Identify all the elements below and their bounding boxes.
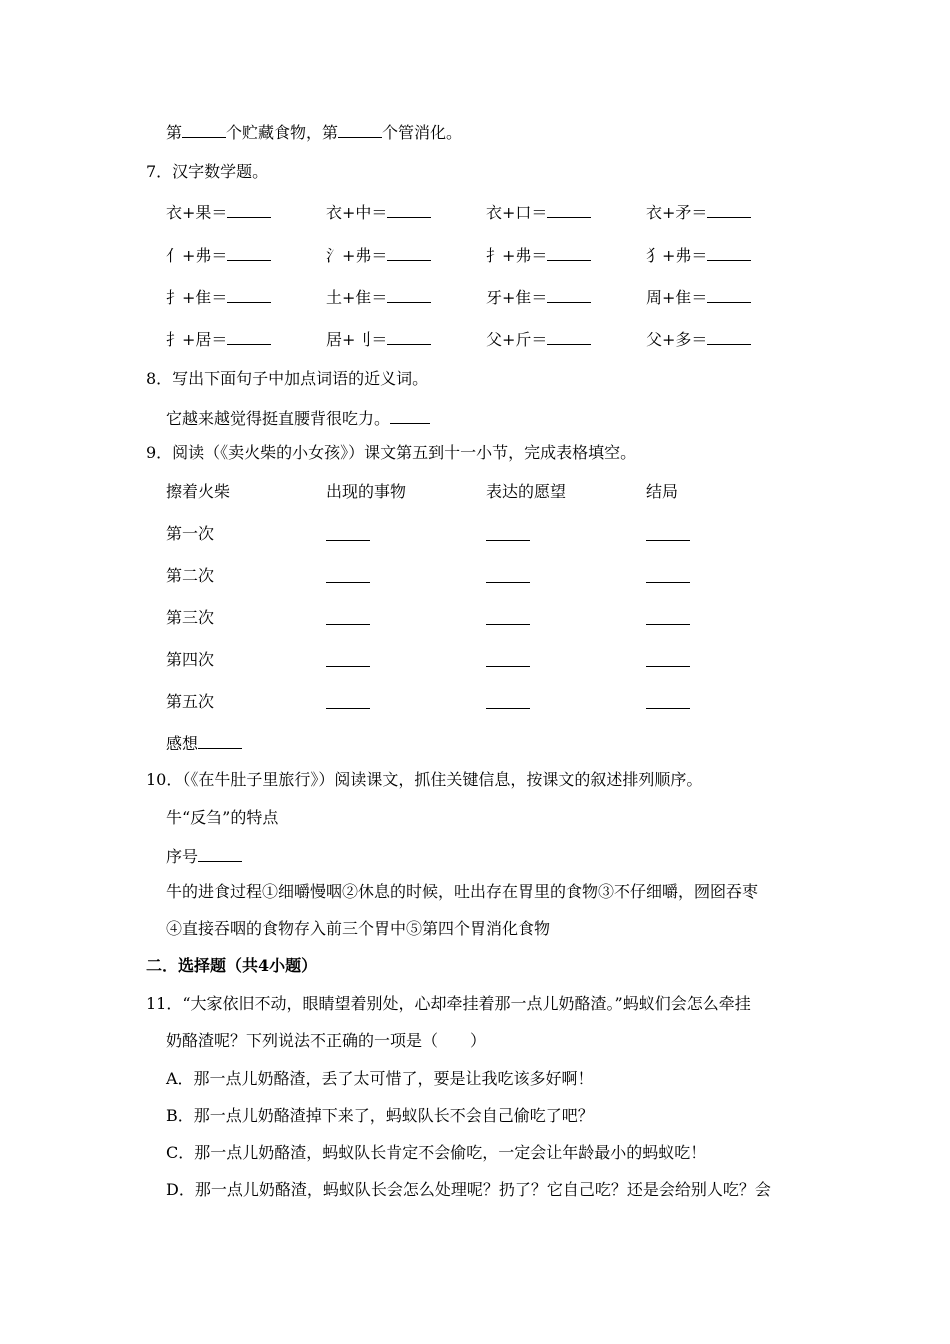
answer-blank[interactable] <box>390 408 430 424</box>
answer-blank[interactable] <box>547 245 591 261</box>
q9-header: 结局 <box>646 482 679 501</box>
answer-blank[interactable] <box>486 540 530 541</box>
q7-item: 氵+弗＝ <box>326 245 431 266</box>
answer-blank[interactable] <box>486 708 530 709</box>
q7-item: 犭+弗＝ <box>646 245 751 266</box>
q11-option-c[interactable]: C．那一点儿奶酪渣，蚂蚁队长肯定不会偷吃，一定会让年龄最小的蚂蚁吃！ <box>166 1143 707 1162</box>
q11-stem-line2: 奶酪渣呢？下列说法不正确的一项是（ ） <box>166 1031 487 1050</box>
answer-blank[interactable] <box>227 202 271 218</box>
q7-item: 居+刂＝ <box>326 329 431 350</box>
q9-header: 表达的愿望 <box>486 482 567 501</box>
answer-blank[interactable] <box>182 122 226 138</box>
q9-row-label: 第一次 <box>166 524 215 543</box>
q10-feature: 牛“反刍”的特点 <box>166 808 279 827</box>
q11-option-b[interactable]: B．那一点儿奶酪渣掉下来了，蚂蚁队长不会自己偷吃了吧？ <box>166 1106 594 1125</box>
q9-header: 出现的事物 <box>326 482 407 501</box>
answer-blank[interactable] <box>387 202 431 218</box>
q8-sentence: 它越来越觉得挺直腰背很吃力。 <box>166 408 430 429</box>
answer-blank[interactable] <box>227 245 271 261</box>
q9-row-label: 第四次 <box>166 650 215 669</box>
q10-process-line1: 牛的进食过程①细嚼慢咽②休息的时候，吐出存在胃里的食物③不仔细嚼，囫囵吞枣 <box>166 882 759 901</box>
answer-blank[interactable] <box>387 245 431 261</box>
answer-blank[interactable] <box>486 624 530 625</box>
q7-item: 扌+隹＝ <box>166 287 271 308</box>
answer-blank[interactable] <box>486 666 530 667</box>
q9-row-label: 第五次 <box>166 692 215 711</box>
answer-blank[interactable] <box>326 540 370 541</box>
q9-row-label: 第三次 <box>166 608 215 627</box>
q9-title: 9．阅读（《卖火柴的小女孩》）课文第五到十一小节，完成表格填空。 <box>146 443 637 462</box>
answer-blank[interactable] <box>338 122 382 138</box>
answer-blank[interactable] <box>326 666 370 667</box>
answer-blank[interactable] <box>646 624 690 625</box>
answer-blank[interactable] <box>707 329 751 345</box>
answer-blank[interactable] <box>646 582 690 583</box>
section-title: 二．选择题（共4小题） <box>146 956 318 975</box>
answer-blank[interactable] <box>486 582 530 583</box>
q7-item: 土+隹＝ <box>326 287 431 308</box>
q7-item: 亻+弗＝ <box>166 245 271 266</box>
answer-blank[interactable] <box>547 202 591 218</box>
answer-blank[interactable] <box>198 846 242 862</box>
answer-blank[interactable] <box>707 287 751 303</box>
answer-blank[interactable] <box>227 329 271 345</box>
answer-blank[interactable] <box>646 540 690 541</box>
q10-title: 10．（《在牛肚子里旅行》）阅读课文，抓住关键信息，按课文的叙述排列顺序。 <box>146 770 703 789</box>
answer-blank[interactable] <box>198 733 242 749</box>
answer-blank[interactable] <box>387 329 431 345</box>
answer-blank[interactable] <box>326 624 370 625</box>
q7-item: 扌+弗＝ <box>486 245 591 266</box>
q8-title: 8．写出下面句子中加点词语的近义词。 <box>146 369 429 388</box>
q6-continuation: 第 个贮藏食物，第 个管消化。 <box>166 123 463 142</box>
answer-blank[interactable] <box>547 329 591 345</box>
q7-item: 衣+矛＝ <box>646 202 751 223</box>
q7-item: 周+隹＝ <box>646 287 751 308</box>
q10-order: 序号 <box>166 846 242 867</box>
q7-item: 父+多＝ <box>646 329 751 350</box>
q7-item: 父+斤＝ <box>486 329 591 350</box>
q11-stem-line1: 11．“大家依旧不动，眼睛望着别处，心却牵挂着那一点儿奶酪渣。”蚂蚁们会怎么牵挂 <box>146 994 751 1013</box>
answer-blank[interactable] <box>547 287 591 303</box>
q7-item: 衣+口＝ <box>486 202 591 223</box>
answer-blank[interactable] <box>326 708 370 709</box>
answer-blank[interactable] <box>646 666 690 667</box>
answer-blank[interactable] <box>387 287 431 303</box>
q7-item: 衣+中＝ <box>326 202 431 223</box>
q11-option-d[interactable]: D．那一点儿奶酪渣，蚂蚁队长会怎么处理呢？扔了？它自己吃？还是会给别人吃？会 <box>166 1180 771 1199</box>
answer-blank[interactable] <box>646 708 690 709</box>
answer-blank[interactable] <box>707 245 751 261</box>
q7-title: 7．汉字数学题。 <box>146 162 269 181</box>
answer-blank[interactable] <box>326 582 370 583</box>
q7-item: 牙+隹＝ <box>486 287 591 308</box>
q9-reflection: 感想 <box>166 733 242 754</box>
q7-item: 衣+果＝ <box>166 202 271 223</box>
q11-option-a[interactable]: A．那一点儿奶酪渣，丢了太可惜了，要是让我吃该多好啊！ <box>166 1069 594 1088</box>
q9-row-label: 第二次 <box>166 566 215 585</box>
answer-blank[interactable] <box>227 287 271 303</box>
q9-header: 擦着火柴 <box>166 482 231 501</box>
q7-item: 扌+居＝ <box>166 329 271 350</box>
q10-process-line2: ④直接吞咽的食物存入前三个胃中⑤第四个胃消化食物 <box>166 919 551 938</box>
answer-blank[interactable] <box>707 202 751 218</box>
